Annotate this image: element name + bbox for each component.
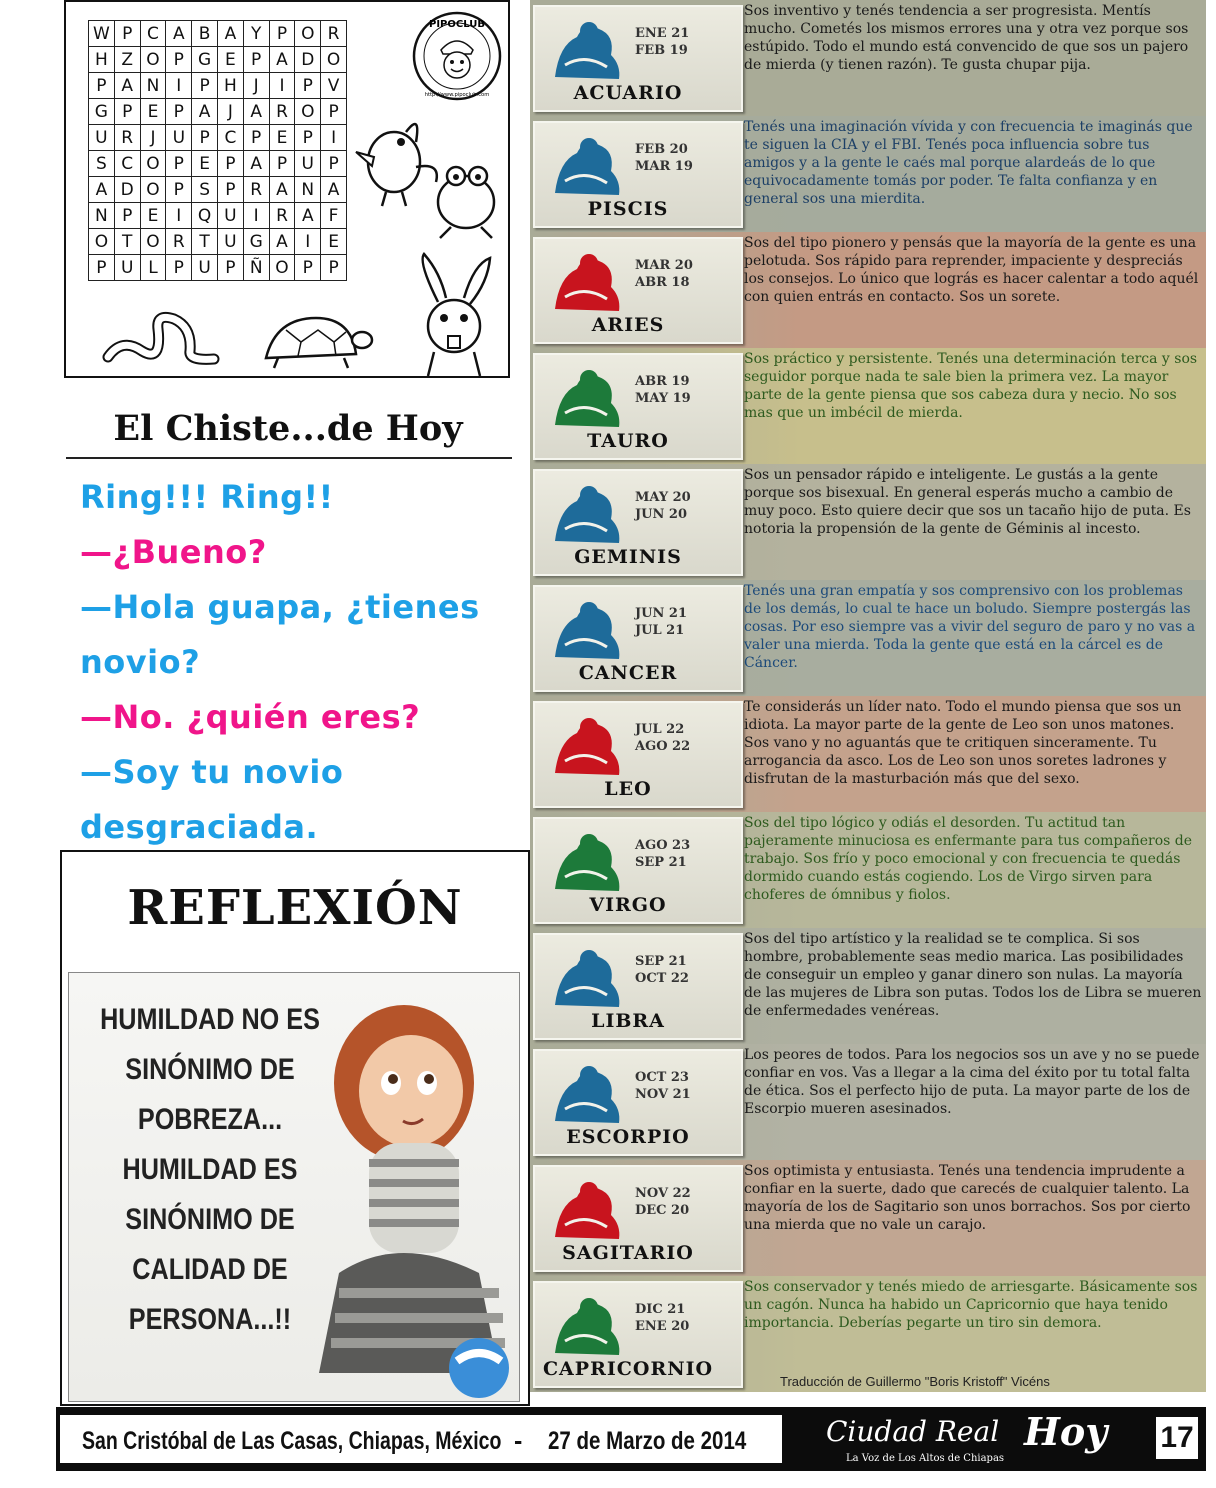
sign-card-tauro — [533, 353, 743, 460]
grid-cell: G — [89, 99, 115, 125]
grid-cell: P — [166, 177, 192, 203]
grid-cell: O — [140, 177, 166, 203]
sign-date: NOV 21 — [635, 1087, 691, 1102]
grid-cell: R — [269, 99, 295, 125]
sign-date: MAY 20 — [635, 490, 691, 505]
grid-cell: D — [295, 47, 321, 73]
grid-cell: U — [295, 151, 321, 177]
grid-cell: P — [192, 73, 218, 99]
sign-description: Tenés una imaginación vívida y con frecuencia te imaginás que te siguen la CIA y el FBI. Tenés poca influencia sobre tus amigos y a la gente le caés mal porque alardeás de lo que equivocadamente tomás por poder. Te falta confianza y en general sos una mierdita. — [744, 119, 1193, 207]
cancer-zodiac-icon — [545, 595, 631, 667]
pipoclub-label: PIPOCLUB — [429, 19, 485, 30]
joke-title: El Chiste...de Hoy — [113, 408, 463, 449]
grid-cell: P — [321, 99, 347, 125]
geminis-zodiac-icon — [545, 479, 631, 551]
grid-row — [89, 99, 347, 125]
grid-cell: A — [243, 99, 269, 125]
grid-cell: P — [217, 255, 243, 281]
quote-line: SINÓNIMO DE — [125, 1203, 295, 1236]
grid-cell: E — [217, 47, 243, 73]
grid-cell: A — [269, 177, 295, 203]
grid-cell: P — [321, 255, 347, 281]
grid-cell: O — [321, 47, 347, 73]
grid-cell: I — [243, 203, 269, 229]
grid-cell: P — [114, 99, 140, 125]
grid-cell: P — [114, 203, 140, 229]
girl-illustration-icon — [299, 973, 519, 1401]
horoscope-column — [530, 0, 1206, 1392]
sign-date: AGO 23 — [635, 838, 691, 853]
sign-description: Sos conservador y tenés miedo de arriesgarte. Básicamente sos un cagón. Nunca ha habido un Capricornio que haya tenido importancia. Deberías pegarte un tiro sin demora. — [744, 1279, 1198, 1331]
sign-card-virgo — [533, 817, 743, 924]
grid-cell: P — [269, 21, 295, 47]
turtle-doodle-icon — [256, 310, 376, 370]
grid-cell: P — [295, 73, 321, 99]
grid-cell: R — [114, 125, 140, 151]
grid-cell: Q — [192, 203, 218, 229]
grid-cell: E — [140, 99, 166, 125]
grid-cell: W — [89, 21, 115, 47]
sign-date: JUL 21 — [635, 623, 685, 638]
grid-cell: G — [192, 47, 218, 73]
sign-row-libra — [530, 928, 1206, 1044]
grid-cell: P — [295, 255, 321, 281]
sign-row-leo — [530, 696, 1206, 812]
grid-cell: G — [243, 229, 269, 255]
sign-date: OCT 23 — [635, 1070, 689, 1085]
grid-cell: Z — [114, 47, 140, 73]
grid-cell: P — [166, 99, 192, 125]
sign-dates — [635, 721, 725, 755]
grid-cell: U — [114, 255, 140, 281]
sign-name: CAPRICORNIO — [542, 1358, 714, 1380]
sign-date: SEP 21 — [635, 954, 687, 969]
grid-cell: N — [295, 177, 321, 203]
sign-card-cancer — [533, 585, 743, 692]
pipoclub-badge-icon — [411, 10, 503, 102]
sign-card-escorpio — [533, 1049, 743, 1156]
piscis-zodiac-icon — [545, 131, 631, 203]
joke-line: novio? — [80, 643, 201, 681]
sign-name: TAURO — [587, 430, 669, 452]
grid-cell: U — [217, 229, 243, 255]
grid-cell: B — [192, 21, 218, 47]
joke-line: Ring!!! Ring!! — [80, 478, 334, 516]
grid-cell: O — [140, 151, 166, 177]
grid-cell: R — [166, 229, 192, 255]
sign-card-piscis — [533, 121, 743, 228]
grid-cell: E — [321, 229, 347, 255]
sign-description: Sos del tipo artístico y la realidad se te complica. Si sos hombre, probablemente seas medio marica. Las posibilidades de conseguir un empleo y ganar dinero son nulas. La mayoría de las mujeres de Libra son putas. Todos los de Libra se mueren de enfermedades venéreas. — [744, 931, 1202, 1019]
grid-cell: Ñ — [243, 255, 269, 281]
grid-cell: O — [140, 229, 166, 255]
sign-name: LIBRA — [591, 1010, 665, 1032]
grid-cell: A — [114, 73, 140, 99]
quote-line: PERSONA...!! — [128, 1303, 292, 1336]
grid-cell: P — [217, 177, 243, 203]
grid-cell: I — [321, 125, 347, 151]
sign-dates — [635, 141, 725, 175]
grid-row — [89, 177, 347, 203]
worm-doodle-icon — [102, 307, 222, 367]
sign-row-cancer — [530, 580, 1206, 696]
escorpio-zodiac-icon — [545, 1059, 631, 1131]
sign-dates — [635, 953, 725, 987]
grid-cell: A — [192, 99, 218, 125]
grid-cell: E — [269, 125, 295, 151]
capricornio-zodiac-icon — [545, 1291, 631, 1363]
grid-cell: N — [140, 73, 166, 99]
grid-cell: J — [217, 99, 243, 125]
grid-cell: A — [166, 21, 192, 47]
grid-cell: A — [89, 177, 115, 203]
sign-name: SAGITARIO — [562, 1242, 694, 1264]
grid-cell: P — [166, 47, 192, 73]
sign-date: MAR 19 — [635, 159, 693, 174]
grid-row — [89, 203, 347, 229]
word-search-panel — [64, 0, 510, 378]
sign-dates — [635, 837, 725, 871]
grid-cell: I — [295, 229, 321, 255]
sign-description: Sos optimista y entusiasta. Tenés una tendencia imprudente a confiar en la suerte, dado que carecés de cualquier talento. La mayoría de los de Sagitario son unos borrachos. Sos por cierto una mierda que no vale un carajo. — [744, 1163, 1191, 1233]
sign-date: SEP 21 — [635, 855, 687, 870]
grid-cell: A — [269, 47, 295, 73]
sign-date: DEC 20 — [635, 1203, 690, 1218]
sign-description: Sos del tipo lógico y odiás el desorden. Tu actitud tan pajeramente minuciosa es enfermante para tus compañeros de trabajo. Sos frío y poco emocional y con frecuencia te quedás dormido cuando estás cogiendo. Los de Virgo sirven para choferes de ómnibus y fiolos. — [744, 815, 1193, 903]
grid-row — [89, 125, 347, 151]
grid-cell: I — [166, 203, 192, 229]
grid-cell: O — [295, 21, 321, 47]
footer-separator: - — [514, 1427, 523, 1455]
sign-dates — [635, 489, 725, 523]
grid-cell: P — [269, 151, 295, 177]
sign-date: OCT 22 — [635, 971, 689, 986]
grid-cell: V — [321, 73, 347, 99]
sign-name: ARIES — [591, 314, 665, 336]
grid-cell: R — [243, 177, 269, 203]
grid-cell: S — [192, 177, 218, 203]
joke-divider — [66, 457, 512, 459]
reflexion-image — [68, 972, 520, 1402]
sign-card-acuario — [533, 5, 743, 112]
grid-cell: P — [89, 73, 115, 99]
sign-dates — [635, 1069, 725, 1103]
sign-date: ENE 21 — [635, 26, 690, 41]
sign-row-tauro — [530, 348, 1206, 464]
sign-dates — [635, 605, 725, 639]
grid-cell: U — [166, 125, 192, 151]
sign-dates — [635, 1301, 725, 1335]
sign-name: ACUARIO — [573, 82, 683, 104]
grid-row — [89, 151, 347, 177]
grid-cell: F — [321, 203, 347, 229]
sign-date: FEB 20 — [635, 142, 688, 157]
grid-cell: T — [114, 229, 140, 255]
grid-cell: P — [295, 125, 321, 151]
grid-cell: C — [140, 21, 166, 47]
grid-cell: P — [166, 151, 192, 177]
sign-row-virgo — [530, 812, 1206, 928]
sign-date: MAR 20 — [635, 258, 693, 273]
grid-cell: O — [295, 99, 321, 125]
joke-line: —¿Bueno? — [80, 533, 267, 571]
quote-line: HUMILDAD ES — [122, 1153, 298, 1186]
grid-cell: U — [89, 125, 115, 151]
sign-description: Te considerás un líder nato. Todo el mundo piensa que sos un idiota. La mayor parte de la gente de Leo son unos matones. Sos vano y no aguantás que te critiquen sinceramente. Tu arrogancia da asco. Los de Leo son unos soretes ladrones y disfrutan de la masturbación más que del sexo. — [744, 699, 1182, 787]
grid-row — [89, 73, 347, 99]
sign-row-geminis — [530, 464, 1206, 580]
grid-cell: J — [243, 73, 269, 99]
grid-cell: S — [89, 151, 115, 177]
sign-date: MAY 19 — [635, 391, 691, 406]
grid-cell: E — [192, 151, 218, 177]
sign-card-aries — [533, 237, 743, 344]
sign-dates — [635, 1185, 725, 1219]
sign-row-aries — [530, 232, 1206, 348]
rabbit-doodle-icon — [404, 252, 504, 378]
quote-line: POBREZA... — [137, 1103, 283, 1136]
grid-cell: I — [166, 73, 192, 99]
sign-description: Sos del tipo pionero y pensás que la mayoría de la gente es una pelotuda. Sos rápido para reprender, impaciente y despreciás los consejos. Lo único que lográs es hacer calentar a todo aquél con quien entrás en contacto. Sos un sorete. — [744, 235, 1199, 305]
grid-cell: I — [269, 73, 295, 99]
joke-line: —Soy tu novio — [80, 753, 344, 791]
sign-date: ENE 20 — [635, 1319, 690, 1334]
footer-info-box — [60, 1415, 782, 1463]
sign-dates — [635, 25, 725, 59]
sign-description: Sos un pensador rápido e inteligente. Le gustás a la gente porque sos bisexual. En general esperás mucho a cambio de muy poco. Esto quiere decir que sos un tacaño hijo de puta. Es notoria la propensión de la gente de Géminis al incesto. — [744, 467, 1191, 537]
sign-card-leo — [533, 701, 743, 808]
page-number: 17 — [1156, 1417, 1198, 1459]
sign-date: AGO 22 — [635, 739, 691, 754]
sign-row-sagitario — [530, 1160, 1206, 1276]
sign-date: JUL 22 — [635, 722, 685, 737]
grid-cell: P — [321, 151, 347, 177]
grid-cell: O — [89, 229, 115, 255]
sign-date: JUN 20 — [635, 507, 687, 522]
sign-description: Los peores de todos. Para los negocios sos un ave y no se puede confiar en vos. Vas a llegar a la cima del éxito por tu total falta de ética. Sos el perfecto hijo de puta. La mayor parte de los de Escorpio mueren asesinados. — [744, 1047, 1200, 1117]
grid-row — [89, 47, 347, 73]
sign-card-capricornio — [533, 1281, 743, 1388]
grid-cell: R — [269, 203, 295, 229]
sign-card-geminis — [533, 469, 743, 576]
sign-name: GEMINIS — [574, 546, 682, 568]
grid-cell: U — [192, 255, 218, 281]
grid-cell: P — [114, 21, 140, 47]
joke-line: —No. ¿quién eres? — [80, 698, 421, 736]
sign-name: PISCIS — [587, 198, 669, 220]
grid-row — [89, 229, 347, 255]
joke-line: desgraciada. — [80, 808, 319, 846]
grid-cell: A — [295, 203, 321, 229]
grid-cell: U — [217, 203, 243, 229]
grid-cell: P — [217, 151, 243, 177]
leo-zodiac-icon — [545, 711, 631, 783]
grid-cell: O — [269, 255, 295, 281]
grid-cell: A — [321, 177, 347, 203]
sign-description: Sos inventivo y tenés tendencia a ser progresista. Mentís mucho. Cometés los mismos errores una y otra vez porque sos estúpido. Todo el mundo está convencido de que sos un pajero de mierda (y tienen razón). Te gusta chupar pija. — [744, 3, 1189, 73]
grid-cell: P — [243, 47, 269, 73]
grid-cell: J — [140, 125, 166, 151]
quote-line: SINÓNIMO DE — [125, 1053, 295, 1086]
grid-cell: C — [217, 125, 243, 151]
grid-cell: Y — [243, 21, 269, 47]
virgo-zodiac-icon — [545, 827, 631, 899]
acuario-zodiac-icon — [545, 15, 631, 87]
libra-zodiac-icon — [545, 943, 631, 1015]
newspaper-brand-hoy: Hoy — [1024, 1409, 1108, 1454]
page-footer — [56, 1407, 1206, 1471]
grid-cell: P — [243, 125, 269, 151]
footer-date: 27 de Marzo de 2014 — [548, 1427, 747, 1455]
grid-row — [89, 255, 347, 281]
sign-dates — [635, 257, 725, 291]
sign-date: DIC 21 — [635, 1302, 686, 1317]
sign-row-acuario — [530, 0, 1206, 116]
reflexion-panel — [60, 850, 530, 1406]
grid-row — [89, 21, 347, 47]
sign-row-piscis — [530, 116, 1206, 232]
sign-name: ESCORPIO — [566, 1126, 690, 1148]
sign-date: ABR 19 — [635, 374, 690, 389]
grid-cell: H — [217, 73, 243, 99]
tauro-zodiac-icon — [545, 363, 631, 435]
grid-cell: T — [192, 229, 218, 255]
quote-line: HUMILDAD NO ES — [100, 1003, 320, 1036]
newspaper-tagline: La Voz de Los Altos de Chiapas — [846, 1453, 1005, 1464]
footer-place: San Cristóbal de Las Casas, Chiapas, México — [82, 1427, 502, 1455]
frog-doodle-icon — [426, 152, 506, 242]
grid-cell: C — [114, 151, 140, 177]
grid-cell: A — [243, 151, 269, 177]
sign-description: Sos práctico y persistente. Tenés una determinación terca y sos seguidor porque nada te sale bien la primera vez. La mayor parte de la gente piensa que sos cabeza dura y necio. No sos mas que un imbécil de mierda. — [744, 351, 1198, 421]
grid-cell: D — [114, 177, 140, 203]
grid-cell: A — [269, 229, 295, 255]
sagitario-zodiac-icon — [545, 1175, 631, 1247]
sign-date: FEB 19 — [635, 43, 688, 58]
sign-name: VIRGO — [589, 894, 667, 916]
sign-description: Tenés una gran empatía y sos comprensivo con los problemas de los demás, lo cual te hace un boludo. Siempre postergás las cosas. Por eso siempre vas a vivir del seguro de paro y no vas a valer una mierda. Toda la gente que está en la cárcel es de Cáncer. — [744, 583, 1196, 671]
sign-card-libra — [533, 933, 743, 1040]
quote-line: CALIDAD DE — [132, 1253, 288, 1286]
aries-zodiac-icon — [545, 247, 631, 319]
sign-date: JUN 21 — [635, 606, 687, 621]
reflexion-title: REFLEXIÓN — [127, 880, 463, 936]
grid-cell: P — [166, 255, 192, 281]
grid-cell: P — [192, 125, 218, 151]
sign-row-escorpio — [530, 1044, 1206, 1160]
grid-cell: E — [140, 203, 166, 229]
sign-date: NOV 22 — [635, 1186, 691, 1201]
sign-name: CANCER — [578, 662, 678, 684]
grid-cell: R — [321, 21, 347, 47]
word-search-grid — [88, 20, 347, 281]
grid-cell: P — [89, 255, 115, 281]
joke-text — [80, 470, 520, 855]
sign-name: LEO — [604, 778, 652, 800]
grid-cell: H — [89, 47, 115, 73]
grid-cell: O — [140, 47, 166, 73]
sign-dates — [635, 373, 725, 407]
joke-line: —Hola guapa, ¿tienes — [80, 588, 480, 626]
sign-card-sagitario — [533, 1165, 743, 1272]
grid-cell: A — [217, 21, 243, 47]
horoscope-credit: Traducción de Guillermo "Boris Kristoff" Vicéns — [780, 1374, 1050, 1389]
grid-cell: N — [89, 203, 115, 229]
newspaper-brand: Ciudad Real — [826, 1415, 1000, 1448]
grid-cell: L — [140, 255, 166, 281]
pipoclub-url: http://www.pipoclub.com — [424, 92, 490, 98]
sign-date: ABR 18 — [635, 275, 690, 290]
